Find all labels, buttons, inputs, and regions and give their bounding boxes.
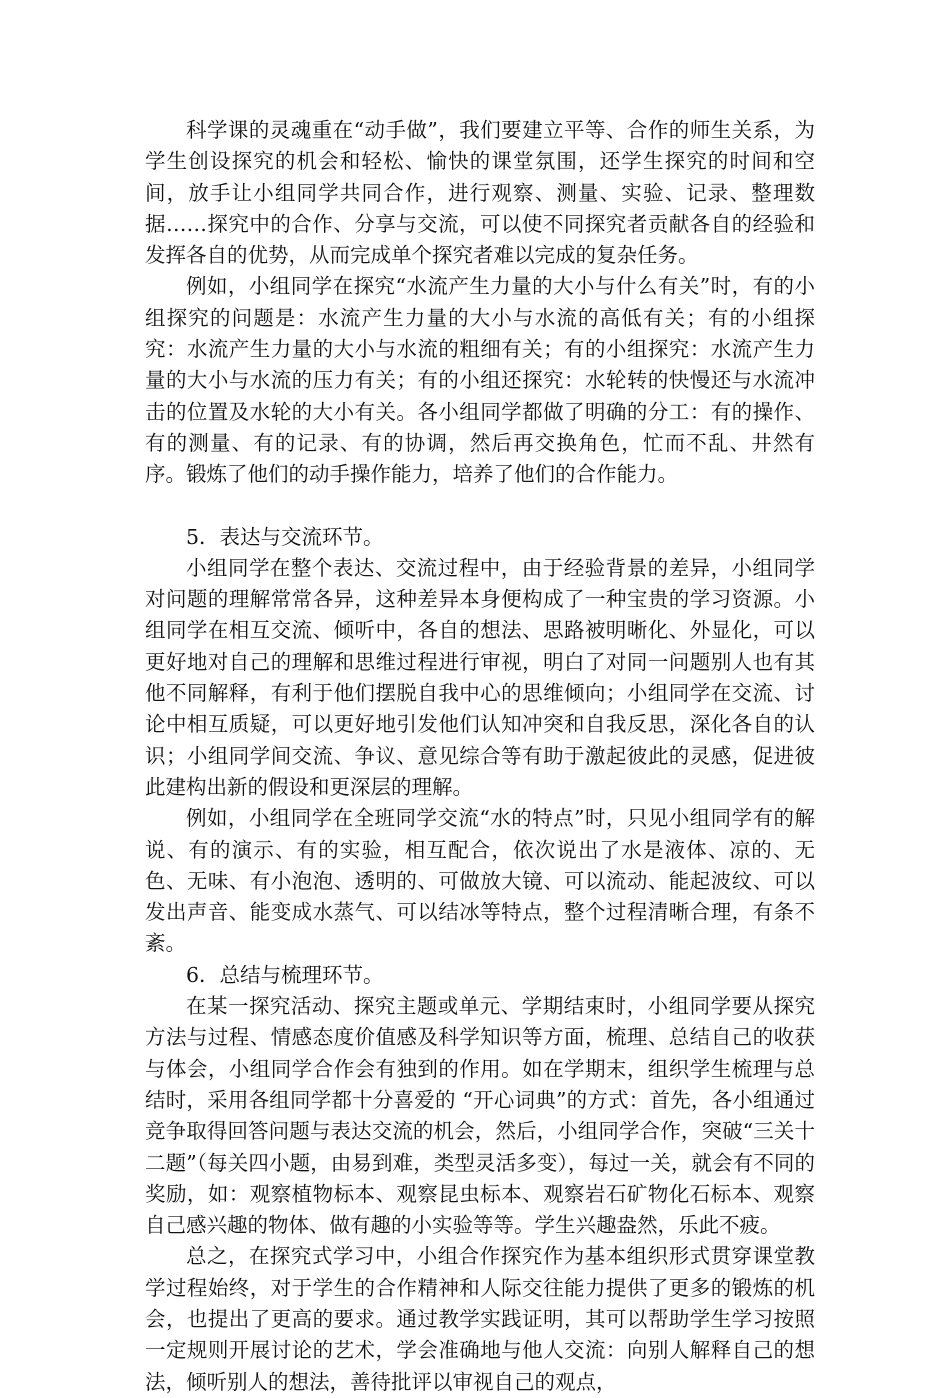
document-body <box>145 115 815 1398</box>
section-heading: 6．总结与梳理环节。 <box>186 962 384 987</box>
paragraph: 科学课的灵魂重在“动手做”，我们要建立平等、合作的师生关系，为学生创设探究的机会和轻松、愉快的课堂氛围，还学生探究的时间和空间，放手让小组同学共同合作，进行观察、测量、实验、记录、整理数据……探究中的合作、分享与交流，可以使不同探究者贡献各自的经验和发挥各自的优势，从而完成单个探究者难以完成的复杂任务。 <box>145 118 815 268</box>
paragraph: 在某一探究活动、探究主题或单元、学期结束时，小组同学要从探究方法与过程、情感态度价值感及科学知识等方面，梳理、总结自己的收获与体会，小组同学合作会有独到的作用。如在学期末，组织学生梳理与总结时，采用各组同学都十分喜爱的 “开心词典”的方式：首先，各小组通过竞争取得回答问题与表达交流的机会，然后，小组同学合作，突破“三关十二题”（每关四小题，由易到难，类型灵活多变），每过一关，就会有不同的奖励，如：观察植物标本、观察昆虫标本、观察岩石矿物化石标本、观察自己感兴趣的物体、做有趣的小实验等等。学生兴趣盎然，乐此不疲。 <box>145 994 815 1238</box>
section-heading: 5．表达与交流环节。 <box>186 524 384 549</box>
paragraph: 总之，在探究式学习中，小组合作探究作为基本组织形式贯穿课堂教学过程始终，对于学生的合作精神和人际交往能力提供了更多的锻炼的机会，也提出了更高的要求。通过教学实践证明，其可以帮助学生学习按照一定规则开展讨论的艺术，学会准确地与他人交流：向别人解释自己的想法，倾听别人的想法，善待批评以审视自己的观点， <box>145 1244 815 1394</box>
blank-line <box>145 491 815 522</box>
paragraph: 小组同学在整个表达、交流过程中，由于经验背景的差异，小组同学对问题的理解常常各异，这种差异本身便构成了一种宝贵的学习资源。小组同学在相互交流、倾听中，各自的想法、思路被明晰化、外显化，可以更好地对自己的理解和思维过程进行审视，明白了对同一问题别人也有其他不同解释，有利于他们摆脱自我中心的思维倾向；小组同学在交流、讨论中相互质疑，可以更好地引发他们认知冲突和自我反思，深化各自的认识；小组同学间交流、争议、意见综合等有助于激起彼此的灵感，促进彼此建构出新的假设和更深层的理解。 <box>145 555 815 799</box>
paragraph: 例如，小组同学在探究“水流产生力量的大小与什么有关”时，有的小组探究的问题是：水流产生力量的大小与水流的高低有关；有的小组探究：水流产生力量的大小与水流的粗细有关；有的小组探究：水流产生力量的大小与水流的压力有关；有的小组还探究：水轮转的快慢还与水流冲击的位置及水轮的大小有关。各小组同学都做了明确的分工：有的操作、有的测量、有的记录、有的协调，然后再交换角色，忙而不乱、井然有序。锻炼了他们的动手操作能力，培养了他们的合作能力。 <box>145 274 815 487</box>
paragraph: 例如，小组同学在全班同学交流“水的特点”时，只见小组同学有的解说、有的演示、有的实验，相互配合，依次说出了水是液体、凉的、无色、无味、有小泡泡、透明的、可做放大镜、可以流动、能起波纹、可以发出声音、能变成水蒸气、可以结冰等特点，整个过程清晰合理，有条不紊。 <box>145 806 815 956</box>
